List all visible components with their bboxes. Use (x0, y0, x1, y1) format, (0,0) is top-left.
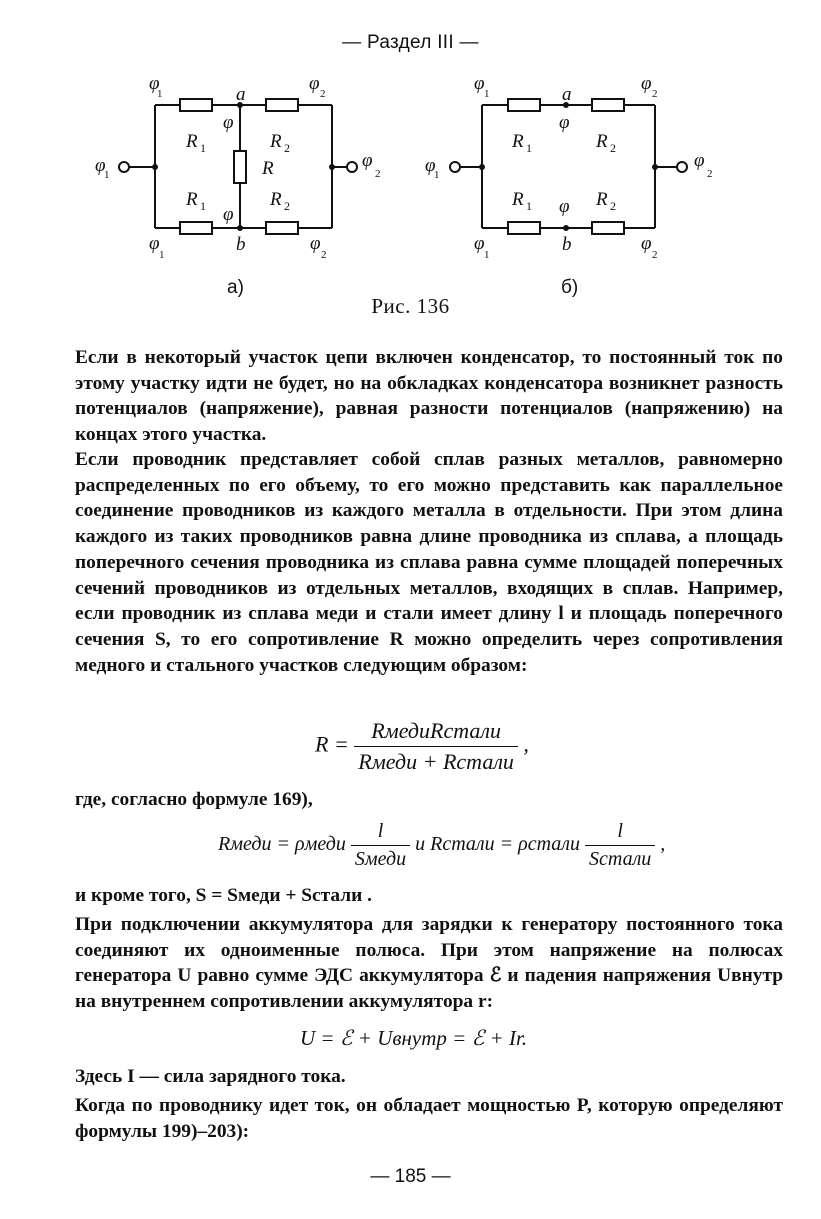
svg-text:R: R (270, 131, 282, 152)
svg-text:2: 2 (652, 88, 658, 100)
svg-text:R: R (512, 189, 524, 210)
svg-text:φ: φ (149, 233, 160, 254)
svg-text:φ: φ (559, 196, 570, 217)
svg-text:1: 1 (484, 88, 490, 100)
circuit-figure (0, 60, 821, 295)
svg-text:φ: φ (149, 73, 160, 94)
svg-text:1: 1 (159, 249, 165, 261)
svg-text:R: R (596, 131, 608, 152)
svg-text:φ: φ (559, 112, 570, 133)
svg-text:φ: φ (95, 155, 106, 176)
svg-text:1: 1 (526, 141, 532, 155)
svg-text:2: 2 (284, 199, 290, 213)
formula-parallel-resistance: R = $\frac{\text{RмедиRстали}}{\text{Rмеди + Rстали}}$ , (315, 718, 529, 774)
svg-text:φ: φ (474, 73, 485, 94)
svg-text:a: a (562, 84, 572, 105)
svg-text:1: 1 (200, 141, 206, 155)
svg-text:1: 1 (200, 199, 206, 213)
svg-text:φ: φ (474, 233, 485, 254)
svg-text:φ: φ (223, 112, 234, 133)
page-number: — 185 — (370, 1166, 451, 1187)
terminal-left-a (119, 162, 129, 172)
svg-text:1: 1 (104, 169, 110, 181)
svg-text:a: a (236, 84, 246, 105)
here-text: Здесь I — сила зарядного тока. (75, 1066, 346, 1087)
svg-text:R: R (596, 189, 608, 210)
svg-text:1: 1 (157, 88, 163, 100)
resistor-r2-top (266, 99, 298, 111)
also-text: и кроме того, S = Sмеди + Sстали . (75, 885, 373, 906)
terminal-right-a (347, 162, 357, 172)
page-header: — Раздел III — (342, 32, 479, 53)
svg-text:2: 2 (652, 249, 658, 261)
resistor-r2-top-b (592, 99, 624, 111)
resistor-r1-top-b (508, 99, 540, 111)
svg-text:R: R (262, 158, 274, 179)
terminal-left-b (450, 162, 460, 172)
formula-resistances: Rмеди = ρмеди $\frac{l}{\text{Sмеди}}$ и Rстали = ρстали $\frac{l}{\text{Sстали}}$ , (218, 820, 666, 870)
svg-text:R: R (186, 131, 198, 152)
svg-text:1: 1 (526, 199, 532, 213)
terminal-right-b (677, 162, 687, 172)
svg-text:φ: φ (425, 155, 436, 176)
resistor-r1-bottom (180, 222, 212, 234)
svg-text:2: 2 (320, 88, 326, 100)
resistor-r2-bottom (266, 222, 298, 234)
svg-text:φ: φ (641, 233, 652, 254)
paragraph-2: Если проводник представляет собой сплав разных металлов, равномерно распределенных по его объему, то его можно представить как параллельное соединение проводников из каждого металла в отдельности. При этом длина каждого из таких проводников равна длине проводника из сплава, а площадь поперечного сечения проводника из сплава равна сумме площадей поперечных сечений проводников из отдельных металлов, входящих в сплав. Например, если проводник из сплава меди и стали имеет длину l и площадь поперечного сечения S, то его сопротивление R можно определить через сопротивления медного и стального участков следующим образом: (75, 449, 783, 676)
svg-text:b: b (562, 234, 572, 255)
svg-text:R: R (186, 189, 198, 210)
svg-text:φ: φ (223, 204, 234, 225)
svg-text:2: 2 (610, 199, 616, 213)
svg-text:φ: φ (310, 233, 321, 254)
paragraph-power (75, 1093, 783, 1144)
resistor-r2-bottom-b (592, 222, 624, 234)
svg-text:2: 2 (707, 168, 713, 180)
paragraph-4: Когда по проводнику идет ток, он обладает мощностью P, которую определяют формулы 199)–203): (75, 1095, 783, 1142)
paragraph-capacitor (75, 345, 783, 448)
svg-text:R: R (270, 189, 282, 210)
svg-text:2: 2 (375, 168, 381, 180)
paragraph-alloy (75, 447, 783, 678)
resistor-r1-bottom-b (508, 222, 540, 234)
svg-text:1: 1 (484, 249, 490, 261)
paragraph-1: Если в некоторый участок цепи включен конденсатор, то постоянный ток по этому участку идти не будет, но на обкладках конденсатора возникнет разность потенциалов (напряжение), равная разности потенциалов (напряжению) на концах этого участка. (75, 347, 783, 446)
svg-text:2: 2 (610, 141, 616, 155)
svg-text:2: 2 (284, 141, 290, 155)
svg-text:R: R (512, 131, 524, 152)
svg-text:φ: φ (641, 73, 652, 94)
svg-text:φ: φ (694, 150, 705, 171)
svg-text:φ: φ (309, 73, 320, 94)
paragraph-accumulator (75, 912, 783, 1015)
subfigure-label-b: б) (561, 277, 579, 298)
resistor-r1-top (180, 99, 212, 111)
svg-text:φ: φ (362, 150, 373, 171)
svg-text:b: b (236, 234, 246, 255)
paragraph-3: При подключении аккумулятора для зарядки к генератору постоянного тока соединяют их одноименные полюса. При этом напряжение на полюсах генератора U равно сумме ЭДС аккумулятора ℰ и падения напряжения Uвнутр на внутреннем сопротивлении аккумулятора r: (75, 914, 783, 1013)
subfigure-label-a: а) (227, 277, 244, 298)
formula-voltage: U = ℰ + Uвнутр = ℰ + Ir. (300, 1026, 528, 1050)
figure-caption: Рис. 136 (371, 294, 450, 318)
svg-text:2: 2 (321, 249, 327, 261)
where-text: где, согласно формуле 169), (75, 789, 313, 810)
svg-text:1: 1 (434, 169, 440, 181)
resistor-r-middle (234, 151, 246, 183)
